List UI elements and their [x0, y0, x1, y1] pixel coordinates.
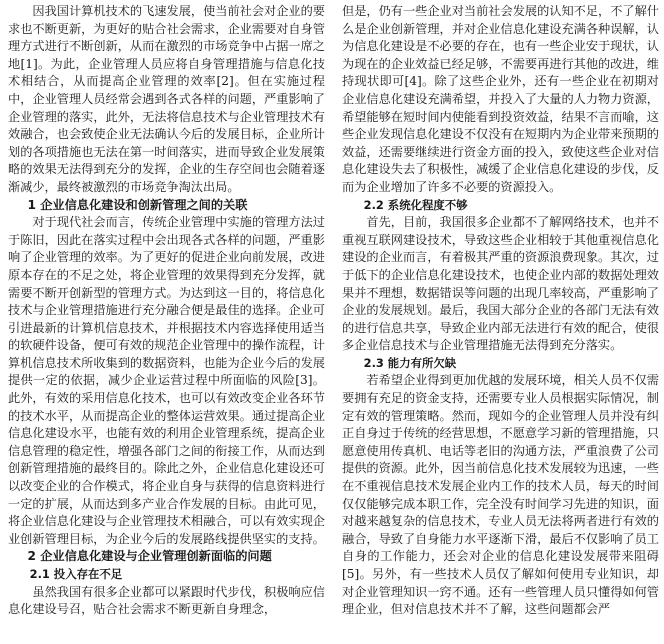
- subsection-heading-2-3: 2.3 能力有所欠缺: [363, 355, 457, 370]
- paragraph-2-3: 若希望企业得到更加优越的发展环境，相关人员不仅需要拥有充足的资金支持，还需要专业人员根据实际情况，制定有效的管理策略。然而，现如今的企业管理人员并没有纠正自身过于传统的经营思想，不愿意学习新的管理措施，只愿意使用传真机、电话等老旧的沟通方法，严重浪费了公司提供的资源。此外，因当前信息化技术发展较为迅速，一些在不重视信息技术发展企业内工作的技术人员，每天的时间仅仅能够完成本职工作，完全没有时间学习先进的知识，面对越来越复杂的信息技术，专业人员无法将两者进行有效的融合，导致了自身能力水平逐渐下滑，最后不仅影响了员工自身的工作能力，还会对企业的信息化建设发展带来阻碍[5]。另外，有一些技术人员仅了解如何使用专业知识，却对企业管理知识一窍不通。还有一些管理人员只懂得如何管理企业，但对信息技术并不了解，这些问题都会严: [342, 373, 659, 617]
- paragraph-intro: 因我国计算机技术的飞速发展，使当前社会对企业的要求也不断更新，为更好的贴合社会需求，企业需要对自身管理方式进行不断创新，从而在激烈的市场竞争中占据一席之地[1]。为此，企业管理人员应将自身管理措施与信息化技术相结合，从而提高企业管理的效率[2]。但在实施过程中，企业管理人员经常会遇到各式各样的问题，严重影响了企业管理的落实，此外，无法将信息技术与企业管理技术有效融合，也会致使企业无法确认今后的发展目标，企业所计划的各项措施也无法在第一时间落实，进而导致企业发展策略的效果无法得到充分的发挥，企业的生存空间也会随着逐渐减少，最终被激烈的市场竞争淘汰出局。: [8, 4, 325, 194]
- paragraph-section-1: 对于现代社会而言，传统企业管理中实施的管理方法过于陈旧，因此在落实过程中会出现各式各样的问题，严重影响了企业管理的效率。为了更好的促进企业向前发展，改进原本存在的不足之处，将企业管理的效果得到充分发挥，就需要不断开创新型的管理方式。为达到这一目的，将信息化技术与企业管理措施进行充分融合便是最佳的选择。企业可引进最新的计算机信息技术，并根据技术内容选择使用适当的软硬件设备，便可有效的规范企业管理中的操作流程，计算机信息技术所收集到的数据资料，也能为企业今后的发展提供一定的依据，减少企业运营过程中所面临的风险[3]。此外，有效的采用信息化技术，也可以有效改变企业各环节的技术水平，从而提高企业的整体运营效果。通过提高企业信息化建设水平，也能有效的利用企业管理系统，提高企业信息管理的稳定性，增强各部门之间的衔接工作，从而达到创新管理措施的最终目的。除此之外，企业信息化建设还可以改变企业的合作模式，将企业自身与获得的信息资料进行一定的扩展，从而达到多产业合作发展的目标。由此可见，将企业信息化建设与企业管理技术相融合，可以有效实现企业创新管理目标，为企业今后的发展路线提供坚实的支持。: [8, 215, 325, 546]
- left-column: [8, 3, 325, 619]
- section-heading-2: 2 企业信息化建设与企业管理创新面临的问题: [27, 549, 272, 564]
- section-heading-1: 1 企业信息化建设和创新管理之间的关联: [27, 197, 248, 212]
- paragraph-2-1-continued: 但是，仍有一些企业对当前社会发展的认知不足，不了解什么是企业创新管理，并对企业信息化建设充满各种误解，认为信息化建设是不必要的存在，也有一些企业安于现状，认为现在的企业效益已经足够，不需要再进行其他的改进，维持现状即可[4]。除了这些企业外，还有一些企业在初期对企业信息化建设充满希望，并投入了大量的人力物力资源，希望能够在短时间内使能看到投资效益，结果不言而喻，这些企业发现信息化建设不仅没有在短期内为企业带来预期的效益，还需要继续进行资金方面的投入，致使这些企业对信息化建设失去了积极性，减缓了企业信息化建设的步伐，反而为企业增加了许多不必要的资源投入。: [342, 4, 659, 194]
- subsection-heading-2-2: 2.2 系统化程度不够: [363, 197, 468, 212]
- right-column: [342, 3, 659, 619]
- paragraph-2-2: 首先，目前，我国很多企业都不了解网络技术，也并不重视互联网建设技术，导致这些企业相较于其他重视信息化建设的企业而言，有着极其严重的资源浪费现象。其次，过于低下的企业信息化建设技术，也使企业内部的数据处理效果并不理想，数据错误等问题的出现几率较高，严重影响了企业的发展规划。最后，我国大部分企业的各部门无法有效的进行信息共享，导致企业内部无法进行有效的配合，使很多企业信息技术与企业管理措施无法得到充分落实。: [342, 215, 659, 353]
- subsection-heading-2-1: 2.1 投入存在不足: [29, 567, 123, 581]
- paragraph-2-1-start: 虽然我国有很多企业都可以紧跟时代步伐，积极响应信息化建设号召，贴合社会需求不断更新自身理念，: [8, 584, 325, 617]
